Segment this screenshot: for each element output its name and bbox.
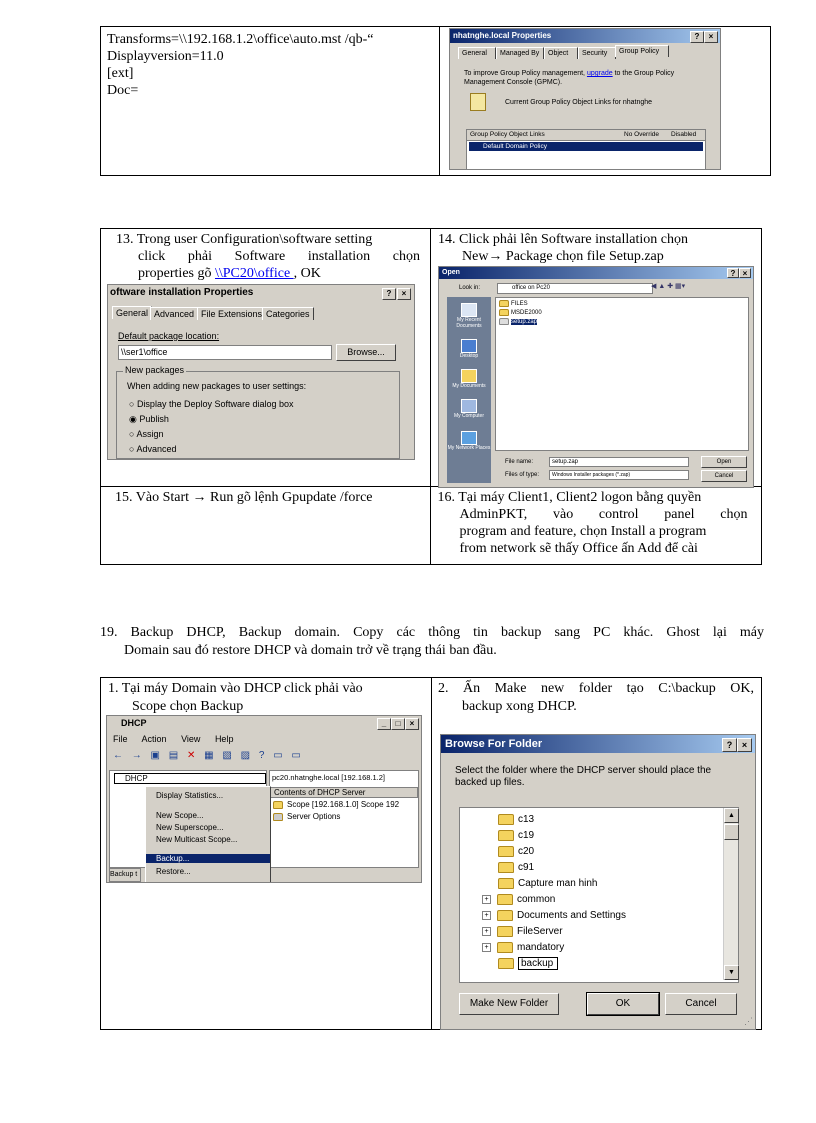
content-item-label: Server Options	[287, 812, 341, 821]
tab-managed-by[interactable]: Managed By	[496, 47, 544, 59]
gp-title: nhatnghe.local Properties	[453, 31, 552, 40]
gp-row-label: Default Domain Policy	[483, 143, 547, 150]
tab-security[interactable]: Security	[578, 47, 616, 59]
folder-item[interactable]	[482, 942, 564, 953]
folder-item[interactable]	[482, 910, 626, 921]
close-icon[interactable]: ×	[739, 268, 751, 278]
gp-title-bar	[450, 29, 720, 43]
radio-display-deploy-label: Display the Deploy Software dialog box	[136, 399, 294, 409]
open-file-list[interactable]	[495, 297, 749, 451]
content-item-server-options[interactable]	[273, 812, 340, 821]
content-item-label: Scope [192.168.1.0] Scope 192	[287, 800, 400, 809]
bff-description: Select the folder where the DHCP server should place the backed up files.	[455, 765, 712, 788]
gp-text-after: to the Group Policy Management Console (GPMC).	[464, 70, 675, 86]
help-button[interactable]: ?	[382, 288, 396, 300]
folder-scrollbar[interactable]	[723, 808, 738, 980]
step13-line2: click phải Software installation chọn	[138, 249, 420, 264]
step2-line1: 2. Ấn Make new folder tạo C:\backup OK,	[438, 681, 754, 696]
folder-tree[interactable]	[459, 807, 739, 983]
step16-line1: 16. Tại máy Client1, Client2 logon bằng quyền	[437, 489, 702, 505]
menu-new-superscope[interactable]: New Superscope...	[156, 823, 224, 832]
dhcp-menu-bar	[113, 734, 233, 744]
new-packages-group	[116, 365, 400, 459]
tab-object[interactable]: Object	[544, 47, 578, 59]
open-dialog-window	[438, 266, 754, 488]
menu-view[interactable]: View	[181, 734, 201, 744]
place-computer-label[interactable]: My Computer	[453, 413, 484, 419]
transforms-line: Transforms=\\192.168.1.2\office\auto.mst /qb-“	[107, 32, 374, 47]
folder-item[interactable]	[498, 862, 534, 873]
help-button[interactable]: ?	[690, 31, 704, 43]
menu-file[interactable]: File	[113, 734, 128, 744]
context-menu	[145, 786, 271, 883]
tab-group-policy[interactable]: Group Policy	[615, 45, 669, 57]
folder-label: Documents and Settings	[517, 910, 626, 922]
expand-icon[interactable]: +	[482, 911, 491, 920]
content-item-scope[interactable]	[273, 800, 399, 809]
col-links[interactable]: Group Policy Object Links	[470, 131, 545, 138]
radio-assign[interactable]: ○ Assign	[129, 429, 164, 439]
gp-properties-window	[449, 28, 721, 170]
doc-line: Doc=	[107, 83, 139, 98]
filetype-value: Windows Installer packages (*.zap)	[552, 472, 631, 478]
top-left-cell	[101, 27, 440, 176]
open-title-bar	[439, 267, 753, 279]
radio-advanced[interactable]: ○ Advanced	[129, 444, 177, 454]
menu-action[interactable]: Action	[141, 734, 167, 744]
step16-line4: from network sẽ thấy Office ấn Add để cài	[459, 540, 698, 556]
step16-cell	[431, 486, 762, 564]
tab-file-extensions[interactable]: File Extensions	[197, 307, 266, 320]
scroll-down-arrow[interactable]: ▼	[724, 965, 739, 980]
help-button[interactable]: ?	[722, 738, 737, 752]
place-network-label[interactable]: My Network Places	[447, 445, 491, 451]
filetype-select[interactable]	[549, 470, 689, 480]
sip-title: oftware installation Properties	[110, 287, 254, 298]
menu-new-scope[interactable]: New Scope...	[156, 811, 204, 820]
close-icon[interactable]: ×	[397, 288, 411, 300]
folder-label: FileServer	[517, 926, 563, 938]
close-icon[interactable]: ×	[405, 718, 419, 730]
folder-item[interactable]	[498, 814, 534, 825]
folder-item[interactable]	[498, 878, 598, 889]
menu-display-statistics[interactable]: Display Statistics...	[156, 791, 224, 800]
file-item-selected[interactable]	[499, 318, 537, 326]
place-documents-label[interactable]: My Documents	[452, 383, 486, 389]
folder-item[interactable]	[482, 926, 563, 937]
gp-links-list[interactable]	[466, 129, 706, 170]
step15-cell	[101, 486, 431, 564]
expand-icon[interactable]: +	[482, 943, 491, 952]
sip-title-bar	[108, 285, 414, 301]
dhcp-window	[106, 715, 422, 883]
radio-publish-label: Publish	[139, 414, 169, 424]
expand-icon[interactable]: +	[482, 895, 491, 904]
bff-title: Browse For Folder	[445, 738, 543, 750]
close-icon[interactable]: ×	[737, 738, 752, 752]
folder-label: common	[517, 894, 556, 906]
when-adding-text: When adding new packages to user settings:	[127, 381, 307, 391]
displayversion-line: Displayversion=11.0	[107, 49, 224, 64]
nav-toolbar: ◀ ▲ ✚ ▦▾	[651, 283, 686, 290]
gp-info-text	[464, 69, 704, 87]
maximize-icon[interactable]: □	[391, 718, 405, 730]
folder-item[interactable]	[498, 846, 534, 857]
scroll-thumb[interactable]	[724, 824, 739, 840]
software-installation-properties-window	[107, 284, 415, 460]
resize-grip-icon[interactable]: ⋰	[744, 1016, 753, 1026]
folder-label: c20	[518, 846, 535, 858]
filename-label: File name:	[505, 459, 534, 465]
place-documents-icon[interactable]	[461, 369, 477, 383]
look-in-value: office on Pc20	[512, 285, 550, 291]
tab-categories[interactable]: Categories	[262, 307, 314, 320]
place-computer-icon[interactable]	[461, 399, 477, 413]
folder-label: c13	[518, 814, 535, 826]
look-in-label: Look in:	[459, 285, 481, 291]
dhcp-status-bar	[109, 868, 141, 882]
folder-label: Capture man hinh	[518, 878, 598, 890]
place-desktop-icon[interactable]	[461, 339, 477, 353]
bff-title-bar	[441, 735, 755, 753]
folder-label: c19	[518, 830, 535, 842]
file-item-label: MSDE2000	[511, 310, 542, 317]
place-network-icon[interactable]	[461, 431, 477, 445]
radio-publish[interactable]: ◉ Publish	[129, 414, 169, 424]
radio-display-deploy[interactable]: ○ Display the Deploy Software dialog box	[129, 399, 294, 409]
browse-button[interactable]: Browse...	[336, 344, 396, 361]
tab-advanced[interactable]: Advanced	[150, 307, 198, 320]
step14-line2: New→ Package chọn file Setup.zap	[462, 249, 664, 264]
radio-advanced-label: Advanced	[136, 444, 177, 454]
close-icon[interactable]: ×	[704, 31, 718, 43]
folder-item[interactable]	[498, 830, 534, 841]
cancel-button[interactable]: Cancel	[665, 993, 737, 1015]
step14-line1: 14. Click phải lên Software installation chọn	[438, 232, 689, 247]
step15-text: 15. Vào Start → Run gõ lệnh Gpupdate /force	[115, 489, 373, 505]
file-item-label: setup.zap	[511, 319, 538, 326]
server-header: pc20.nhatnghe.local [192.168.1.2]	[272, 773, 386, 782]
help-button[interactable]: ?	[727, 268, 739, 278]
file-item-label: FILES	[511, 301, 528, 308]
dhcp-title: DHCP	[121, 718, 147, 728]
tab-general[interactable]: General	[458, 47, 496, 59]
menu-help[interactable]: Help	[214, 734, 234, 744]
new-folder-name-input[interactable]: backup	[518, 957, 558, 970]
ext-line: [ext]	[107, 66, 134, 81]
step13-line3-pre: properties gõ	[138, 266, 215, 281]
folder-label: mandatory	[517, 942, 565, 954]
folder-item-editing[interactable]	[498, 958, 558, 969]
col-override[interactable]: No Override	[624, 131, 660, 138]
gp-list-header	[467, 130, 705, 141]
menu-restore[interactable]: Restore...	[156, 867, 191, 876]
step1-line1: 1. Tại máy Domain vào DHCP click phải vào	[108, 681, 363, 696]
browse-for-folder-window	[440, 734, 756, 1030]
menu-new-multicast-scope[interactable]: New Multicast Scope...	[156, 835, 238, 844]
scroll-up-arrow[interactable]: ▲	[724, 808, 739, 823]
col-disabled[interactable]: Disabled	[671, 131, 697, 138]
upgrade-link[interactable]: upgrade	[586, 70, 613, 77]
default-location-label: Default package location:	[118, 331, 220, 341]
file-item[interactable]	[499, 300, 528, 308]
tree-root-dhcp[interactable]	[114, 773, 266, 784]
step13-line1: 13. Trong user Configuration\software setting	[116, 232, 373, 247]
contents-header[interactable]: Contents of DHCP Server	[270, 787, 418, 798]
look-in-select[interactable]	[497, 283, 653, 294]
package-location-input[interactable]	[118, 345, 332, 360]
gp-current-text: Current Group Policy Object Links for nhatnghe	[505, 99, 653, 106]
step2-line2: backup xong DHCP.	[462, 699, 577, 714]
step13-line3	[138, 265, 321, 282]
folder-item[interactable]	[482, 894, 555, 905]
open-title: Open	[442, 269, 460, 276]
folder-label: c91	[518, 862, 535, 874]
dhcp-content-pane[interactable]	[269, 770, 419, 868]
section19-line1: 19. Backup DHCP, Backup domain. Copy các thông tin backup sang PC khác. Ghost lại máy	[100, 625, 764, 640]
pc20-office-link[interactable]: \\PC20\office	[214, 266, 294, 281]
place-desktop-label[interactable]: Desktop	[459, 353, 479, 359]
ok-button[interactable]: OK	[587, 993, 659, 1015]
package-location-value: \\ser1\office	[121, 347, 168, 357]
step13-line3-post: , OK	[293, 266, 321, 281]
dhcp-toolbar: ← → ▣ ▤ ✕ ▦ ▧ ▨ ? ▭ ▭	[113, 750, 304, 761]
section19-line2: Domain sau đó restore DHCP và domain trở về trạng thái ban đầu.	[124, 643, 497, 658]
menu-backup[interactable]: Backup...	[146, 854, 270, 863]
step1-line2: Scope chọn Backup	[132, 699, 244, 714]
gp-scroll-icon	[470, 93, 486, 111]
radio-assign-label: Assign	[136, 429, 164, 439]
gp-text-before: To improve Group Policy management,	[464, 70, 587, 77]
step16-line2: AdminPKT, vào control panel chọn	[459, 506, 748, 522]
filetype-label: Files of type:	[505, 472, 540, 478]
place-recent-icon[interactable]	[461, 303, 477, 317]
dhcp-title-bar	[107, 716, 421, 730]
dhcp-status-text: Backup t	[110, 871, 138, 878]
minimize-icon[interactable]: _	[377, 718, 391, 730]
new-packages-label: New packages	[125, 365, 185, 375]
filename-value: setup.zap	[552, 459, 579, 465]
place-recent-label[interactable]: My Recent Documents	[456, 317, 482, 329]
tab-general[interactable]: General	[112, 306, 152, 319]
step16-line3: program and feature, chọn Install a program	[459, 523, 707, 539]
file-item[interactable]	[499, 309, 542, 317]
tree-root-label: DHCP	[125, 774, 148, 783]
expand-icon[interactable]: +	[482, 927, 491, 936]
places-bar	[447, 297, 491, 483]
cancel-button[interactable]: Cancel	[701, 470, 747, 482]
make-new-folder-button[interactable]: Make New Folder	[459, 993, 559, 1015]
open-button[interactable]: Open	[701, 456, 747, 468]
filename-input[interactable]	[549, 457, 689, 467]
gp-row-default-domain-policy[interactable]	[469, 142, 703, 151]
